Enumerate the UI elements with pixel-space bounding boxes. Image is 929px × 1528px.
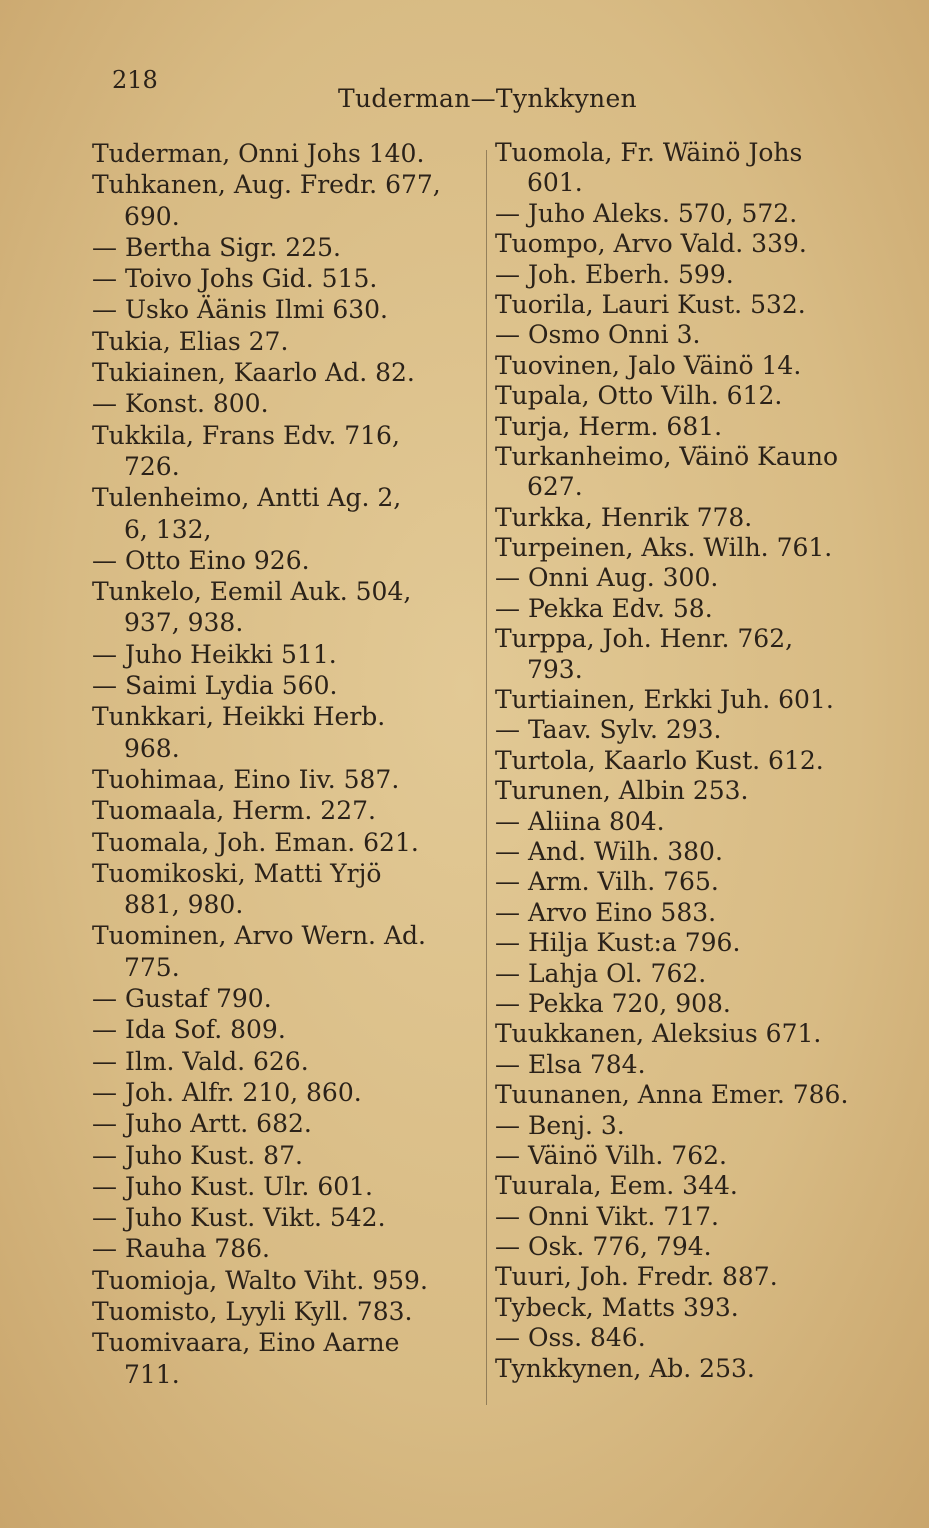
directory-entry: — Usko Äänis Ilmi 630. (92, 295, 389, 325)
directory-entry: Tulenheimo, Antti Ag. 2, (92, 483, 402, 513)
directory-entry: — Saimi Lydia 560. (92, 671, 338, 701)
entry-continuation: 881, 980. (124, 890, 244, 920)
directory-entry: Tuomioja, Walto Viht. 959. (92, 1265, 428, 1295)
directory-entry: — Oss. 846. (495, 1323, 646, 1353)
directory-entry: — Juho Artt. 682. (92, 1109, 312, 1139)
directory-entry: Tukkila, Frans Edv. 716, (92, 420, 400, 450)
entry-continuation: 601. (527, 168, 583, 198)
directory-entry: Turtola, Kaarlo Kust. 612. (495, 745, 824, 775)
left-column (92, 138, 482, 1390)
directory-entry: Tuorila, Lauri Kust. 532. (495, 289, 806, 319)
directory-entry: Tuurala, Eem. 344. (495, 1171, 738, 1201)
directory-entry: — Osmo Onni 3. (495, 320, 701, 350)
directory-entry: — Aliina 804. (495, 806, 665, 836)
directory-entry: — Elsa 784. (495, 1049, 646, 1079)
directory-entry: — And. Wilh. 380. (495, 836, 723, 866)
directory-entry: Turja, Herm. 681. (495, 411, 723, 441)
directory-entry: — Väinö Vilh. 762. (495, 1140, 727, 1170)
directory-entry: — Joh. Eberh. 599. (495, 259, 734, 289)
directory-entry: — Onni Vikt. 717. (495, 1201, 719, 1231)
entry-continuation: 793. (527, 654, 583, 684)
directory-entry: — Rauha 786. (92, 1234, 270, 1264)
directory-entry: — Juho Aleks. 570, 572. (495, 198, 798, 228)
directory-entry: Tuderman, Onni Johs 140. (92, 139, 425, 168)
entry-continuation: 690. (124, 201, 180, 231)
directory-entry: Tybeck, Matts 393. (495, 1292, 739, 1322)
directory-entry: Tuomala, Joh. Eman. 621. (92, 827, 419, 857)
directory-entry: — Ilm. Vald. 626. (92, 1046, 309, 1076)
directory-entry: Tupala, Otto Vilh. 612. (495, 381, 783, 411)
directory-entry: Turunen, Albin 253. (495, 776, 749, 806)
directory-entry: — Pekka 720, 908. (495, 988, 731, 1018)
directory-entry: Tuukkanen, Aleksius 671. (495, 1019, 822, 1049)
directory-entry: — Joh. Alfr. 210, 860. (92, 1077, 362, 1107)
directory-entry: — Toivo Johs Gid. 515. (92, 264, 378, 294)
entry-continuation: 711. (124, 1359, 180, 1389)
entry-continuation: 968. (124, 733, 180, 763)
directory-entry: Tuunanen, Anna Emer. 786. (495, 1080, 849, 1110)
directory-entry: Tuominen, Arvo Wern. Ad. (92, 921, 426, 951)
page-number: 218 (112, 66, 158, 94)
directory-entry: Turpeinen, Aks. Wilh. 761. (495, 533, 833, 563)
directory-entry: Tynkkynen, Ab. 253. (495, 1353, 755, 1383)
directory-entry: — Lahja Ol. 762. (495, 958, 707, 988)
directory-entry: Turkka, Henrik 778. (495, 502, 753, 532)
directory-entry: Tunkelo, Eemil Auk. 504, (92, 577, 412, 607)
directory-entry: — Hilja Kust:a 796. (495, 928, 741, 958)
column-divider (486, 150, 487, 1405)
directory-entry: — Pekka Edv. 58. (495, 593, 713, 623)
directory-entry: — Juho Kust. Ulr. 601. (92, 1171, 373, 1201)
directory-entry: Tuomikoski, Matti Yrjö (92, 858, 382, 888)
directory-entry: Tukiainen, Kaarlo Ad. 82. (92, 358, 415, 388)
right-column (495, 138, 895, 1384)
directory-entry: — Gustaf 790. (92, 984, 272, 1014)
directory-entry: Tuomisto, Lyyli Kyll. 783. (92, 1296, 413, 1326)
directory-entry: — Konst. 800. (92, 389, 269, 419)
directory-entry: — Arm. Vilh. 765. (495, 867, 719, 897)
entry-continuation: 937, 938. (124, 608, 244, 638)
directory-entry: Tuuri, Joh. Fredr. 887. (495, 1262, 778, 1292)
directory-entry: — Onni Aug. 300. (495, 563, 719, 593)
directory-entry: — Juho Heikki 511. (92, 639, 337, 669)
running-head: Tuderman—Tynkkynen (338, 84, 637, 113)
directory-entry: — Bertha Sigr. 225. (92, 232, 341, 262)
directory-entry: Tunkkari, Heikki Herb. (92, 702, 386, 732)
directory-entry: Tuomola, Fr. Wäinö Johs (495, 138, 803, 167)
directory-entry: Tukia, Elias 27. (92, 326, 289, 356)
entry-continuation: 627. (527, 472, 583, 502)
directory-entry: Tuovinen, Jalo Väinö 14. (495, 350, 802, 380)
entry-continuation: 6, 132, (124, 514, 212, 544)
directory-entry: Tuompo, Arvo Vald. 339. (495, 229, 807, 259)
directory-entry: — Benj. 3. (495, 1110, 625, 1140)
directory-entry: — Juho Kust. Vikt. 542. (92, 1203, 386, 1233)
directory-entry: — Taav. Sylv. 293. (495, 715, 722, 745)
directory-entry: Tuomivaara, Eino Aarne (92, 1328, 400, 1358)
directory-entry: — Osk. 776, 794. (495, 1232, 712, 1262)
directory-entry: Tuohimaa, Eino Iiv. 587. (92, 764, 400, 794)
directory-entry: Turkanheimo, Väinö Kauno (495, 441, 839, 471)
directory-entry: — Juho Kust. 87. (92, 1140, 303, 1170)
directory-entry: — Ida Sof. 809. (92, 1015, 286, 1045)
directory-entry: — Otto Eino 926. (92, 545, 310, 575)
directory-entry: Turppa, Joh. Henr. 762, (495, 624, 794, 654)
entry-continuation: 726. (124, 451, 180, 481)
directory-entry: Tuhkanen, Aug. Fredr. 677, (92, 170, 441, 200)
directory-entry: Turtiainen, Erkki Juh. 601. (495, 685, 834, 715)
entry-continuation: 775. (124, 952, 180, 982)
directory-entry: — Arvo Eino 583. (495, 897, 717, 927)
directory-entry: Tuomaala, Herm. 227. (92, 796, 376, 826)
